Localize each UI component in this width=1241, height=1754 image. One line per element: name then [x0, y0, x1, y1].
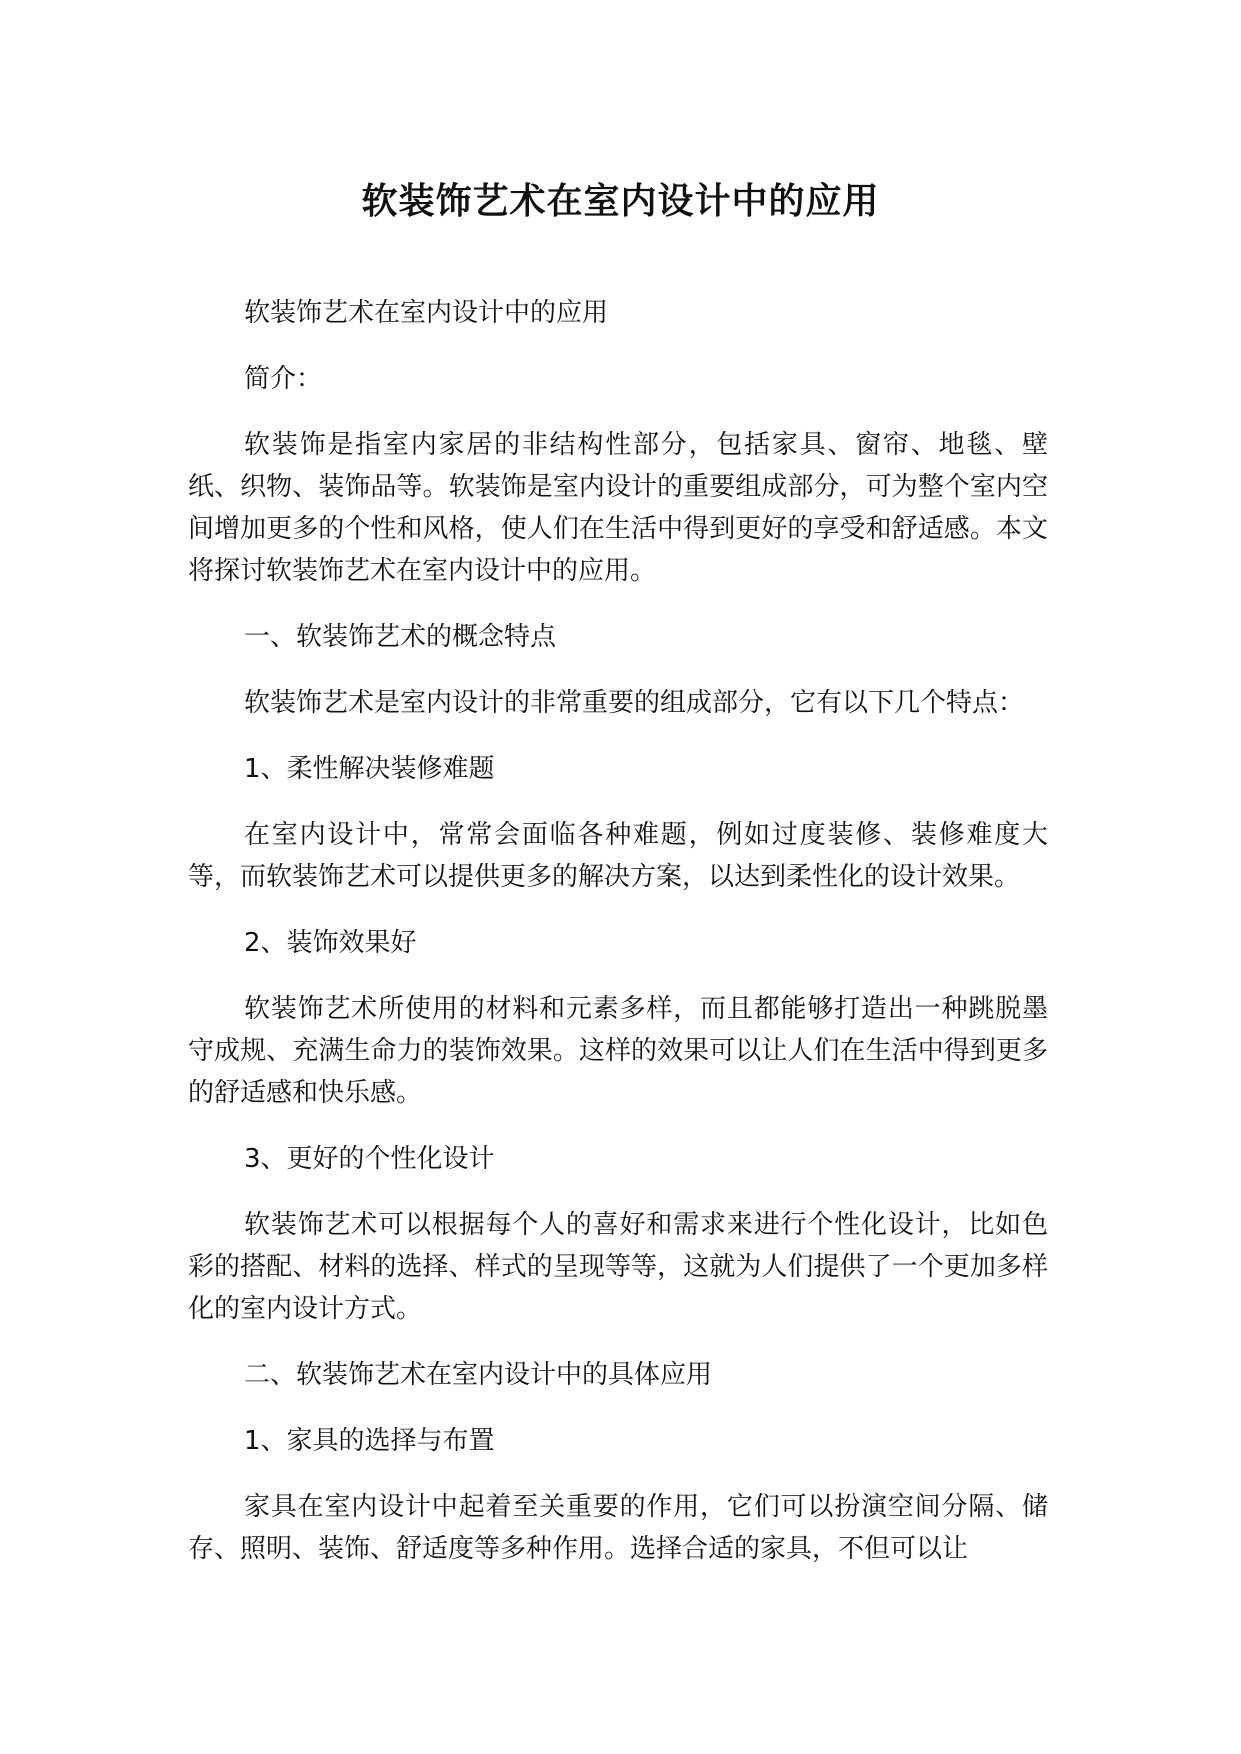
- paragraph-1-3: 软装饰艺术可以根据每个人的喜好和需求来进行个性化设计，比如色彩的搭配、材料的选择、样式的呈现等等，这就为人们提供了一个更加多样化的室内设计方式。: [188, 1210, 1048, 1324]
- subheading-1-3: 3、更好的个性化设计: [244, 1144, 495, 1174]
- paragraph-1-2: 软装饰艺术所使用的材料和元素多样，而且都能够打造出一种跳脱墨守成规、充满生命力的装饰效果。这样的效果可以让人们在生活中得到更多的舒适感和快乐感。: [188, 994, 1048, 1108]
- section-heading-1: 一、软装饰艺术的概念特点: [244, 622, 557, 652]
- section-heading-2: 二、软装饰艺术在室内设计中的具体应用: [244, 1360, 713, 1390]
- document-body: [188, 292, 1048, 1594]
- subheading-1-1: 1、柔性解决装修难题: [244, 754, 495, 784]
- paragraph-intro: 软装饰是指室内家居的非结构性部分，包括家具、窗帘、地毯、壁纸、织物、装饰品等。软装饰是室内设计的重要组成部分，可为整个室内空间增加更多的个性和风格，使人们在生活中得到更好的享受和舒适感。本文将探讨软装饰艺术在室内设计中的应用。: [188, 430, 1048, 586]
- paragraph-features: 软装饰艺术是室内设计的非常重要的组成部分，它有以下几个特点：: [244, 688, 1025, 718]
- subheading-1-2: 2、装饰效果好: [244, 928, 417, 958]
- paragraph-1-1: 在室内设计中，常常会面临各种难题，例如过度装修、装修难度大等，而软装饰艺术可以提供更多的解决方案，以达到柔性化的设计效果。: [188, 820, 1048, 892]
- paragraph-subtitle: 软装饰艺术在室内设计中的应用: [244, 298, 609, 328]
- document-title: 软装饰艺术在室内设计中的应用: [361, 181, 880, 222]
- subheading-2-1: 1、家具的选择与布置: [244, 1426, 495, 1456]
- paragraph-intro-label: 简介：: [244, 364, 323, 394]
- paragraph-2-1: 家具在室内设计中起着至关重要的作用，它们可以扮演空间分隔、储存、照明、装饰、舒适度等多种作用。选择合适的家具，不但可以让: [188, 1492, 1048, 1564]
